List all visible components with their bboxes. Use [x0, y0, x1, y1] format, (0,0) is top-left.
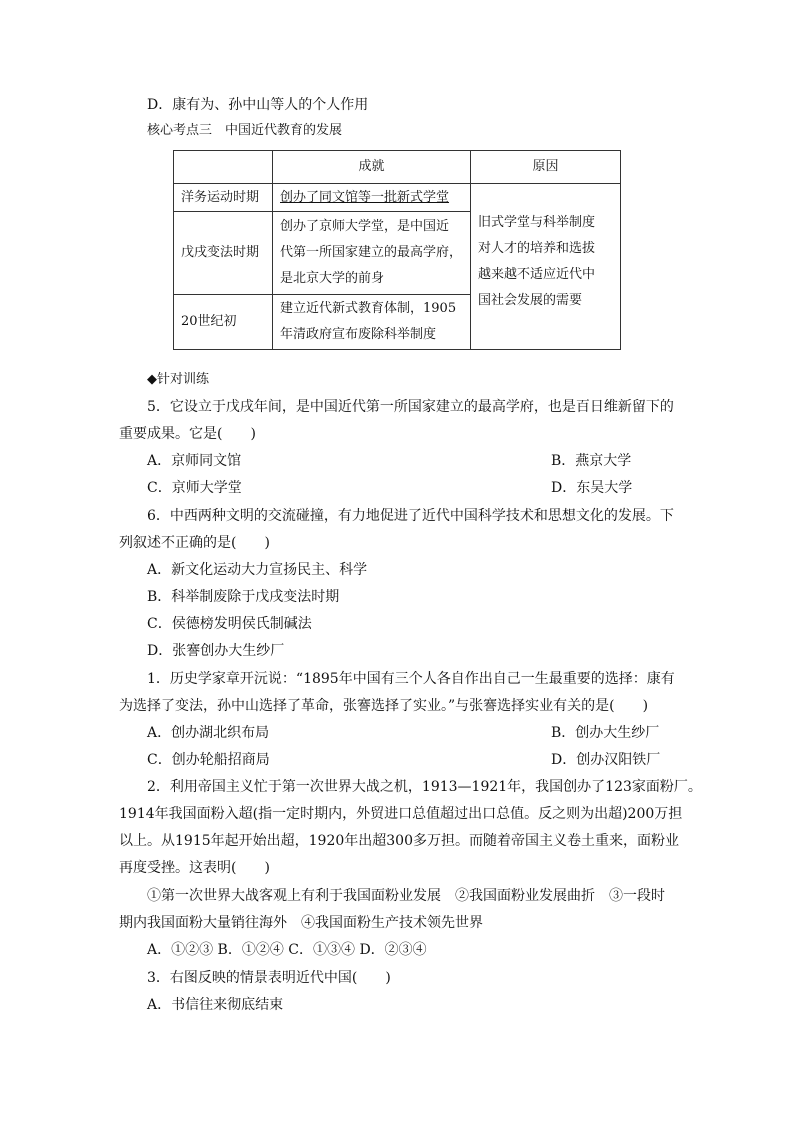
section-heading: 核心考点三 中国近代教育的发展 — [147, 123, 343, 138]
achievement-cell: 建立近代新式教育体制，1905 年清政府宣布废除科举制度 — [273, 295, 471, 350]
q1-option-c: C．创办轮船招商局 — [147, 752, 270, 768]
q3-stem: 3．右图反映的情景表明近代中国( ) — [147, 970, 391, 986]
achievement-cell: 创办了同文馆等一批新式学堂 — [273, 184, 471, 212]
q1-option-a: A．创办湖北织布局 — [147, 725, 270, 741]
q1-option-b: B．创办大生纱厂 — [551, 725, 660, 741]
q6-option-d: D．张謇创办大生纱厂 — [147, 643, 285, 659]
q2-stem-line: 以上。从1915年起开始出超，1920年出超300多万担。而随着帝国主义卷土重来，面粉业 — [119, 833, 679, 849]
table-header-cell: 成就 — [273, 151, 471, 184]
period-cell: 戊戌变法时期 — [174, 212, 273, 295]
q2-statements-line: 期内我国面粉大量销往海外 ④我国面粉生产技术领先世界 — [119, 915, 483, 931]
q2-stem-line: 再度受挫。这表明( ) — [119, 860, 270, 876]
q5-option-a: A．京师同文馆 — [147, 453, 242, 469]
q6-option-a: A．新文化运动大力宣扬民主、科学 — [147, 562, 368, 578]
q6-stem-line: 6．中西两种文明的交流碰撞，有力地促进了近代中国科学技术和思想文化的发展。下 — [147, 508, 674, 524]
table-header-cell: 原因 — [471, 151, 621, 184]
table-row — [174, 184, 621, 212]
q1-option-d: D．创办汉阳铁厂 — [551, 752, 661, 768]
q1-stem-line: 为选择了变法，孙中山选择了革命，张謇选择了实业。”与张謇选择实业有关的是( ) — [119, 698, 649, 714]
q3-option-a: A．书信往来彻底结束 — [147, 997, 284, 1013]
q2-options: A．①②③ B．①②④ C．①③④ D．②③④ — [147, 942, 427, 958]
q5-option-c: C．京师大学堂 — [147, 480, 242, 496]
q6-option-b: B．科举制废除于戊戌变法时期 — [147, 589, 340, 605]
period-cell: 20世纪初 — [174, 295, 273, 350]
period-cell: 洋务运动时期 — [174, 184, 273, 212]
education-development-table — [173, 150, 621, 350]
table-header-cell — [174, 151, 273, 184]
q5-stem-line: 重要成果。它是( ) — [119, 426, 256, 442]
q2-statements-line: ①第一次世界大战客观上有利于我国面粉业发展 ②我国面粉业发展曲折 ③一段时 — [147, 888, 665, 904]
training-heading: ◆针对训练 — [147, 372, 209, 387]
q1-stem-line: 1．历史学家章开沅说：“1895年中国有三个人各自作出自己一生最重要的选择：康有 — [147, 671, 675, 687]
q6-option-c: C．侯德榜发明侯氏制碱法 — [147, 616, 312, 632]
q2-stem-line: 2．利用帝国主义忙于第一次世界大战之机，1913—1921年，我国创办了123家面粉厂。 — [147, 779, 702, 795]
prev-question-option-d: D．康有为、孙中山等人的个人作用 — [147, 97, 369, 113]
q6-stem-line: 列叙述不正确的是( ) — [119, 535, 270, 551]
q5-option-d: D．东吴大学 — [551, 480, 633, 496]
q2-stem-line: 1914年我国面粉入超(指一定时期内，外贸进口总值超过出口总值。反之则为出超)200万担 — [119, 806, 683, 822]
reason-cell: 旧式学堂与科举制度 对人才的培养和选拔 越来越不适应近代中 国社会发展的需要 — [471, 184, 621, 350]
q5-stem-line: 5．它设立于戊戌年间，是中国近代第一所国家建立的最高学府，也是百日维新留下的 — [147, 399, 674, 415]
q5-option-b: B．燕京大学 — [551, 453, 632, 469]
achievement-cell: 创办了京师大学堂，是中国近 代第一所国家建立的最高学府， 是北京大学的前身 — [273, 212, 471, 295]
table-header-row — [174, 151, 621, 184]
